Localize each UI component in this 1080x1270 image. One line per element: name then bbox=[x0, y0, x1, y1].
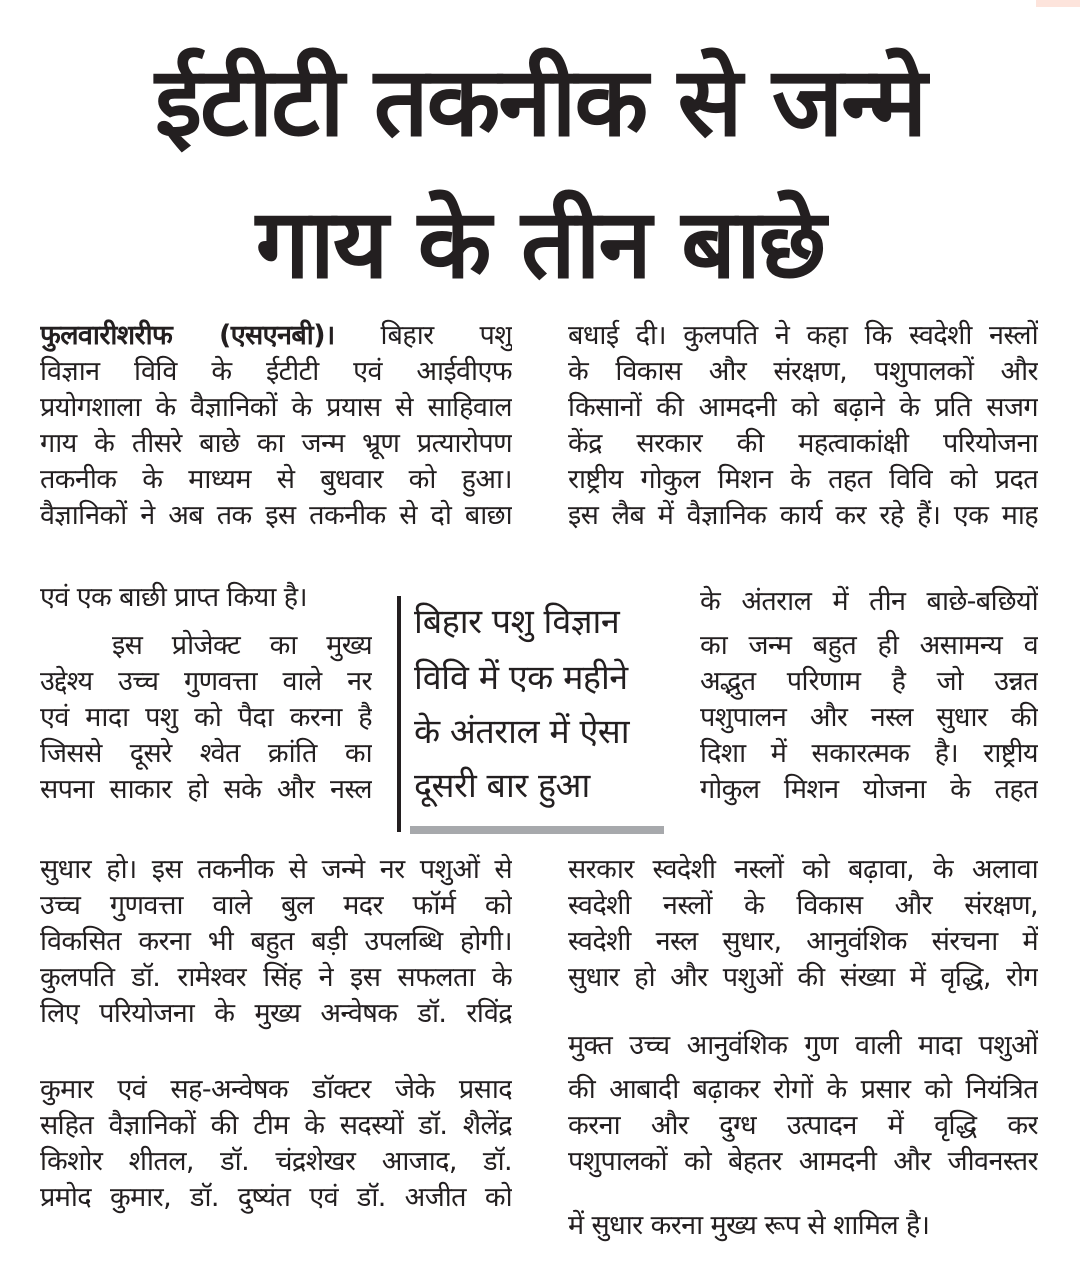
right-line-1: बधाई दी। कुलपति ने कहा कि स्वदेशी नस्लों bbox=[568, 320, 1038, 351]
right-line-9: अद्भुत परिणाम है जो उन्नत bbox=[700, 666, 1038, 697]
left-line-13: सुधार हो। इस तकनीक से जन्मे नर पशुओं से bbox=[40, 854, 512, 885]
left-line-18: कुमार एवं सह-अन्वेषक डॉक्टर जेके प्रसाद bbox=[40, 1074, 512, 1105]
right-line-7: के अंतराल में तीन बाछे-बछियों bbox=[700, 586, 1038, 617]
right-line-8: का जन्म बहुत ही असामन्य व bbox=[700, 630, 1038, 661]
left-line-12: सपना साकार हो सके और नस्ल bbox=[40, 774, 372, 805]
dateline: फुलवारीशरीफ (एसएनबी)। bbox=[40, 320, 335, 351]
right-line-21: में सुधार करना मुख्य रूप से शामिल है। bbox=[568, 1210, 930, 1241]
left-line-2: विज्ञान विवि के ईटीटी एवं आईवीएफ bbox=[40, 356, 512, 387]
right-line-17: मुक्त उच्च आनुवंशिक गुण वाली मादा पशुओं bbox=[568, 1030, 1038, 1061]
right-line-13: सरकार स्वदेशी नस्लों को बढ़ावा, के अलावा bbox=[568, 854, 1038, 885]
left-line-21: प्रमोद कुमार, डॉ. दुष्यंत एवं डॉ. अजीत को bbox=[40, 1182, 512, 1213]
left-line-19: सहित वैज्ञानिकों की टीम के सदस्यों डॉ. शैलेंद्र bbox=[40, 1110, 512, 1141]
headline-line-1: ईटीटी तकनीक से जन्मे bbox=[154, 46, 926, 158]
right-line-11: दिशा में सकारत्मक है। राष्ट्रीय bbox=[700, 738, 1038, 769]
left-line-7: एवं एक बाछी प्राप्त किया है। bbox=[40, 582, 308, 613]
right-line-6: इस लैब में वैज्ञानिक कार्य कर रहे हैं। एक माह bbox=[568, 500, 1038, 531]
right-line-18: की आबादी बढ़ाकर रोगों के प्रसार को नियंत्रित bbox=[568, 1074, 1038, 1105]
left-line-8: इस प्रोजेक्ट का मुख्य bbox=[112, 630, 372, 661]
right-line-2: के विकास और संरक्षण, पशुपालकों और bbox=[568, 356, 1038, 387]
left-line-16: कुलपति डॉ. रामेश्वर सिंह ने इस सफलता के bbox=[40, 962, 512, 993]
right-line-5: राष्ट्रीय गोकुल मिशन के तहत विवि को प्रदत bbox=[568, 464, 1038, 495]
pull-quote-line-1: बिहार पशु विज्ञान bbox=[414, 602, 620, 642]
left-line-1: फुलवारीशरीफ (एसएनबी)। बिहार पशु bbox=[40, 320, 512, 351]
left-line-6: वैज्ञानिकों ने अब तक इस तकनीक से दो बाछा bbox=[40, 500, 512, 531]
headline-line-2: गाय के तीन बाछे bbox=[255, 188, 825, 300]
left-line-17: लिए परियोजना के मुख्य अन्वेषक डॉ. रविंद्र bbox=[40, 998, 512, 1029]
left-line-9: उद्देश्य उच्च गुणवत्ता वाले नर bbox=[40, 666, 372, 697]
right-line-3: किसानों की आमदनी को बढ़ाने के प्रति सजग bbox=[568, 392, 1038, 423]
right-line-10: पशुपालन और नस्ल सुधार की bbox=[700, 702, 1038, 733]
right-line-14: स्वदेशी नस्लों के विकास और संरक्षण, bbox=[568, 890, 1038, 921]
right-line-19: करना और दुग्ध उत्पादन में वृद्धि कर bbox=[568, 1110, 1038, 1141]
pull-quote-line-2: विवि में एक महीने bbox=[414, 658, 628, 698]
left-line-11: जिससे दूसरे श्वेत क्रांति का bbox=[40, 738, 372, 769]
left-line-15: विकसित करना भी बहुत बड़ी उपलब्धि होगी। bbox=[40, 926, 512, 957]
right-line-16: सुधार हो और पशुओं की संख्या में वृद्धि, रोग bbox=[568, 962, 1038, 993]
left-line-20: किशोर शीतल, डॉ. चंद्रशेखर आजाद, डॉ. bbox=[40, 1146, 512, 1177]
left-line-5: तकनीक के माध्यम से बुधवार को हुआ। bbox=[40, 464, 512, 495]
left-line-14: उच्च गुणवत्ता वाले बुल मदर फॉर्म को bbox=[40, 890, 512, 921]
pull-quote-bottom-rule bbox=[410, 826, 664, 834]
right-line-20: पशुपालकों को बेहतर आमदनी और जीवनस्तर bbox=[568, 1146, 1038, 1177]
pull-quote-line-3: के अंतराल में ऐसा bbox=[414, 712, 630, 752]
left-line-4: गाय के तीसरे बाछे का जन्म भ्रूण प्रत्यारोपण bbox=[40, 428, 512, 459]
right-line-12: गोकुल मिशन योजना के तहत bbox=[700, 774, 1038, 805]
page-corner-tint bbox=[1036, 0, 1080, 7]
left-line-10: एवं मादा पशु को पैदा करना है bbox=[40, 702, 372, 733]
left-line-3: प्रयोगशाला के वैज्ञानिकों के प्रयास से साहिवाल bbox=[40, 392, 512, 423]
right-line-4: केंद्र सरकार की महत्वाकांक्षी परियोजना bbox=[568, 428, 1038, 459]
right-line-15: स्वदेशी नस्ल सुधार, आनुवंशिक संरचना में bbox=[568, 926, 1038, 957]
pull-quote-line-4: दूसरी बार हुआ bbox=[414, 766, 590, 806]
pull-quote-left-rule bbox=[397, 596, 401, 832]
